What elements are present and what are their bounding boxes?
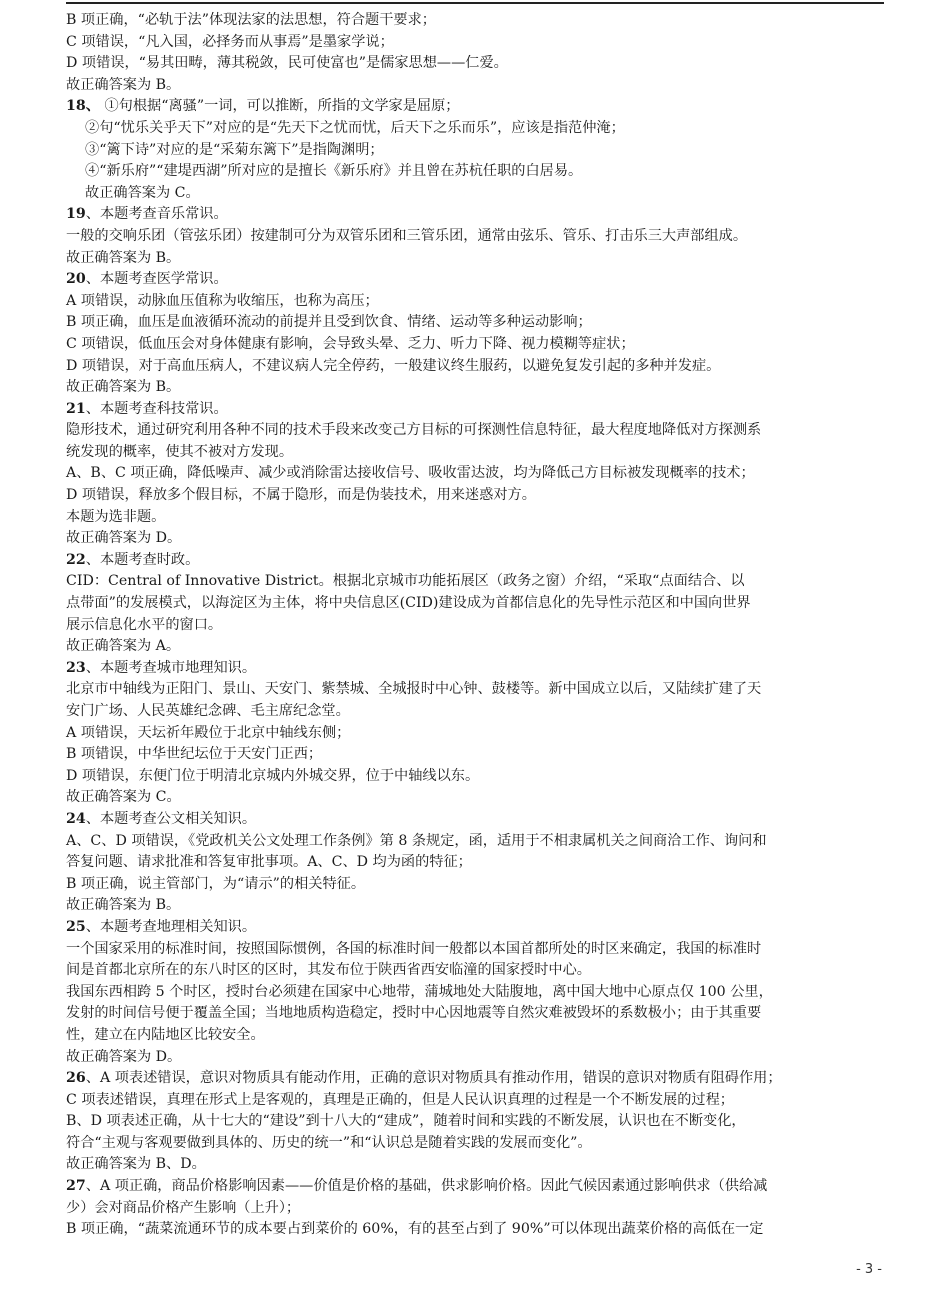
text-line bbox=[66, 334, 884, 356]
line-text: 、本题考查城市地理知识。 bbox=[85, 659, 257, 676]
text-line bbox=[66, 895, 884, 917]
line-text: 、本题考查音乐常识。 bbox=[85, 206, 228, 223]
text-line bbox=[66, 183, 884, 205]
line-text: ③“篱下诗”对应的是“采菊东篱下”是指陶渊明； bbox=[85, 141, 384, 158]
question-number: 24 bbox=[66, 810, 86, 827]
line-text: 故正确答案为 C。 bbox=[66, 789, 181, 806]
text-line bbox=[66, 787, 884, 809]
question-number: 21 bbox=[66, 400, 86, 417]
text-line bbox=[66, 161, 884, 183]
text-line bbox=[66, 356, 884, 378]
line-text: C 项错误，“凡入国，必择务而从事焉”是墨家学说； bbox=[66, 33, 394, 50]
page-number: - 3 - bbox=[856, 1262, 882, 1277]
line-text: 符合“主观与客观要做到具体的、历史的统一”和“认识总是随着实践的发展而变化”。 bbox=[66, 1134, 592, 1151]
text-line bbox=[66, 723, 884, 745]
text-line bbox=[66, 377, 884, 399]
question-number: 20 bbox=[66, 271, 86, 288]
text-line bbox=[66, 507, 884, 529]
line-text: 一般的交响乐团（管弦乐团）按建制可分为双管乐团和三管乐团，通常由弦乐、管乐、打击乐三大声部组成。 bbox=[66, 227, 748, 244]
line-text: 、本题考查科技常识。 bbox=[85, 400, 228, 417]
question-number: 18、 bbox=[66, 98, 100, 115]
line-text: D 项错误，释放多个假目标，不属于隐形，而是伪装技术，用来迷惑对方。 bbox=[66, 487, 536, 504]
text-line bbox=[66, 291, 884, 313]
text-line bbox=[66, 1003, 884, 1025]
question-line bbox=[66, 399, 884, 421]
text-line bbox=[66, 701, 884, 723]
question-line bbox=[66, 658, 884, 680]
text-line bbox=[66, 960, 884, 982]
line-text: B 项错误，中华世纪坛位于天安门正西； bbox=[66, 746, 323, 763]
line-text: 隐形技术，通过研究利用各种不同的技术手段来改变己方目标的可探测性信息特征，最大程度地降低对方探测系 bbox=[66, 422, 762, 439]
text-line bbox=[66, 679, 884, 701]
text-line bbox=[66, 1025, 884, 1047]
line-text: D 项错误，东便门位于明清北京城内外城交界，位于中轴线以东。 bbox=[66, 767, 480, 784]
question-line bbox=[66, 1176, 884, 1198]
line-text: 北京市中轴线为正阳门、景山、天安门、紫禁城、全城报时中心钟、鼓楼等。新中国成立以后，又陆续扩建了天 bbox=[66, 681, 762, 698]
line-text: 故正确答案为 B。 bbox=[66, 379, 181, 396]
question-line bbox=[66, 204, 884, 226]
line-text: 发射的时间信号便于覆盖全国；当地地质构造稳定，授时中心因地震等自然灾难被毁坏的系数极小；由于其重要 bbox=[66, 1005, 762, 1022]
text-line bbox=[66, 75, 884, 97]
text-line bbox=[66, 1154, 884, 1176]
line-text: 性，建立在内陆地区比较安全。 bbox=[66, 1026, 265, 1043]
line-text: 故正确答案为 D。 bbox=[66, 530, 182, 547]
line-text: 、本题考查医学常识。 bbox=[85, 271, 228, 288]
line-text: 、本题考查地理相关知识。 bbox=[85, 918, 257, 935]
text-line bbox=[66, 1047, 884, 1069]
text-line bbox=[66, 118, 884, 140]
line-text: 安门广场、人民英雄纪念碑、毛主席纪念堂。 bbox=[66, 703, 350, 719]
line-text: 展示信息化水平的窗口。 bbox=[66, 616, 223, 633]
question-line bbox=[66, 550, 884, 572]
line-text: 、本题考查公文相关知识。 bbox=[85, 810, 257, 827]
line-text: ②句“忧乐关乎天下”对应的是“先天下之忧而忧，后天下之乐而乐”，应该是指范仲淹； bbox=[85, 119, 625, 136]
line-text: ④“新乐府”“建堤西湖”所对应的是擅长《新乐府》并且曾在苏杭任职的白居易。 bbox=[85, 163, 583, 180]
text-line bbox=[66, 485, 884, 507]
line-text: 、A 项表述错误，意识对物质具有能动作用，正确的意识对物质具有推动作用，错误的意识对物质有阻碍作用； bbox=[85, 1070, 782, 1087]
text-line bbox=[66, 140, 884, 162]
line-text: 一个国家采用的标准时间，按照国际惯例，各国的标准时间一般都以本国首都所处的时区来确定，我国的标准时 bbox=[66, 940, 762, 957]
line-text: B 项正确，“必轨于法”体现法家的法思想，符合题干要求； bbox=[66, 12, 436, 28]
line-text: B、D 项表述正确，从十七大的“建设”到十八大的“建成”，随着时间和实践的不断发展，认识也在不断变化， bbox=[66, 1113, 746, 1130]
question-line bbox=[66, 1068, 884, 1090]
question-number: 19 bbox=[66, 206, 86, 223]
question-line bbox=[66, 269, 884, 291]
line-text: 故正确答案为 A。 bbox=[66, 638, 181, 655]
line-text: B 项正确，“蔬菜流通环节的成本要占到菜价的 60%，有的甚至占到了 90%”可以体现出蔬菜价格的高低在一定 bbox=[66, 1221, 764, 1238]
question-line bbox=[66, 809, 884, 831]
question-line bbox=[66, 96, 884, 118]
text-line bbox=[66, 1198, 884, 1220]
line-text: 故正确答案为 B。 bbox=[66, 249, 181, 266]
text-line bbox=[66, 939, 884, 961]
line-text: A 项错误，动脉血压值称为收缩压，也称为高压； bbox=[66, 292, 379, 309]
text-line bbox=[66, 32, 884, 54]
text-line bbox=[66, 831, 884, 853]
text-line bbox=[66, 571, 884, 593]
line-text: 、A 项正确，商品价格影响因素——价值是价格的基础，供求影响价格。因此气候因素通过影响供求（供给减 bbox=[85, 1178, 768, 1195]
line-text: A、C、D 项错误，《党政机关公文处理工作条例》第 8 条规定，函，适用于不相隶属机关之间商洽工作、询问和 bbox=[66, 832, 767, 849]
line-text: B 项正确，血压是血液循环流动的前提并且受到饮食、情绪、运动等多种运动影响； bbox=[66, 314, 592, 331]
question-number: 23 bbox=[66, 659, 86, 676]
line-text: 答复问题、请求批准和答复审批事项。A、C、D 均为函的特征； bbox=[66, 854, 472, 871]
text-line bbox=[66, 1219, 884, 1241]
text-line bbox=[66, 982, 884, 1004]
line-text: C 项表述错误，真理在形式上是客观的，真理是正确的，但是人民认识真理的过程是一个不断发展的过程； bbox=[66, 1091, 734, 1108]
line-text: 点带面”的发展模式，以海淀区为主体，将中央信息区(CID)建设成为首都信息化的先导性示范区和中国向世界 bbox=[66, 595, 751, 612]
line-text: 故正确答案为 C。 bbox=[85, 184, 200, 201]
text-line bbox=[66, 442, 884, 464]
text-line bbox=[66, 874, 884, 896]
line-text: 、本题考查时政。 bbox=[85, 551, 200, 568]
text-line bbox=[66, 312, 884, 334]
text-line bbox=[66, 852, 884, 874]
line-text: A、B、C 项正确，降低噪声、减少或消除雷达接收信号、吸收雷达波，均为降低己方目标被发现概率的技术； bbox=[66, 465, 755, 482]
text-line bbox=[66, 615, 884, 637]
line-text: 故正确答案为 D。 bbox=[66, 1048, 182, 1065]
line-text: 少）会对商品价格产生影响（上升）； bbox=[66, 1199, 301, 1216]
question-number: 27 bbox=[66, 1178, 86, 1195]
text-line bbox=[66, 593, 884, 615]
question-number: 22 bbox=[66, 551, 86, 568]
question-number: 26 bbox=[66, 1070, 86, 1087]
question-line bbox=[66, 917, 884, 939]
text-line bbox=[66, 248, 884, 270]
text-line bbox=[66, 636, 884, 658]
text-line bbox=[66, 226, 884, 248]
line-text: 故正确答案为 B、D。 bbox=[66, 1156, 206, 1173]
text-line bbox=[66, 766, 884, 788]
document-body bbox=[66, 10, 884, 1241]
text-line bbox=[66, 463, 884, 485]
line-text: 间是首都北京所在的东八时区的区时，其发布位于陕西省西安临潼的国家授时中心。 bbox=[66, 962, 591, 979]
line-text: D 项错误，对于高血压病人，不建议病人完全停药，一般建议终生服药，以避免复发引起的多种并发症。 bbox=[66, 357, 721, 374]
line-text: B 项正确，说主管部门，为“请示”的相关特征。 bbox=[66, 875, 366, 892]
text-line bbox=[66, 1111, 884, 1133]
text-line bbox=[66, 1090, 884, 1112]
line-text: 统发现的概率，使其不被对方发现。 bbox=[66, 443, 294, 460]
question-number: 25 bbox=[66, 918, 86, 935]
text-line bbox=[66, 744, 884, 766]
text-line bbox=[66, 528, 884, 550]
line-text: 故正确答案为 B。 bbox=[66, 76, 181, 93]
text-line bbox=[66, 10, 884, 32]
line-text: CID：Central of Innovative District。根据北京城市功能拓展区（政务之窗）介绍，“采取“点面结合、以 bbox=[66, 573, 745, 590]
line-text: ①句根据“离骚”一词，可以推断，所指的文学家是屈原； bbox=[99, 98, 460, 115]
top-rule bbox=[66, 2, 884, 4]
line-text: C 项错误，低血压会对身体健康有影响，会导致头晕、乏力、听力下降、视力模糊等症状； bbox=[66, 335, 635, 352]
text-line bbox=[66, 420, 884, 442]
text-line bbox=[66, 53, 884, 75]
line-text: 故正确答案为 B。 bbox=[66, 897, 181, 914]
line-text: A 项错误，天坛祈年殿位于北京中轴线东侧； bbox=[66, 724, 351, 741]
line-text: D 项错误，“易其田畴，薄其税敛，民可使富也”是儒家思想——仁爱。 bbox=[66, 55, 508, 72]
line-text: 本题为选非题。 bbox=[66, 508, 166, 525]
line-text: 我国东西相跨 5 个时区，授时台必须建在国家中心地带，蒲城地处大陆腹地，离中国大地中心原点仅 100 公里， bbox=[66, 983, 773, 1000]
text-line bbox=[66, 1133, 884, 1155]
